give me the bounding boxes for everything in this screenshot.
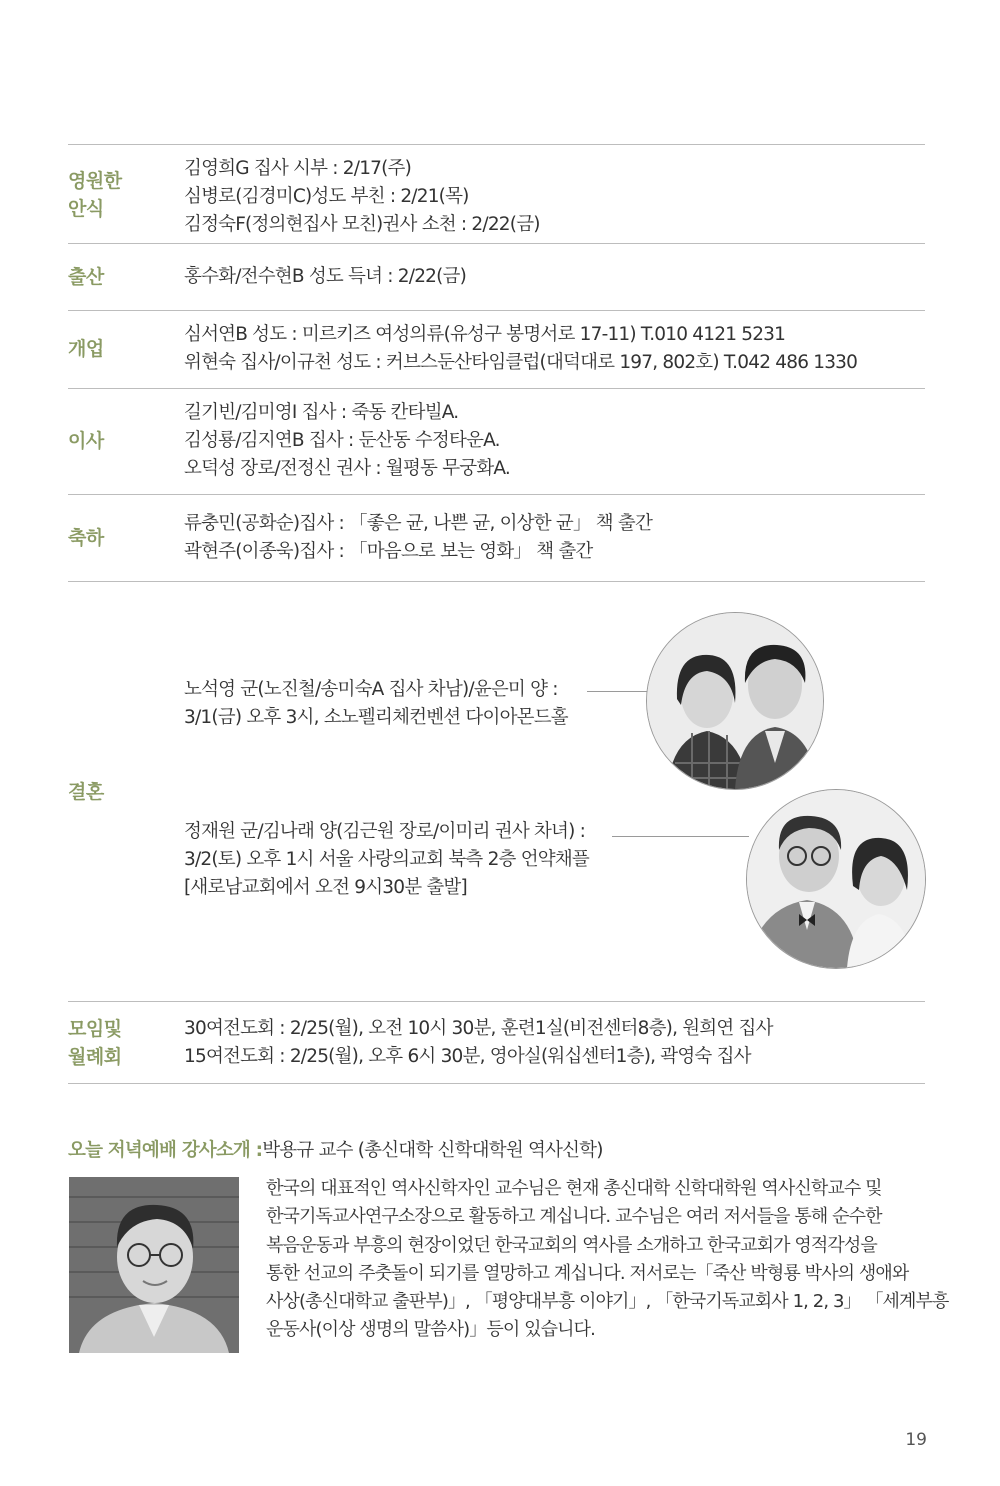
line: 오덕성 장로/전정신 권사 : 월평동 무궁화A. xyxy=(184,458,511,479)
section-birth xyxy=(68,263,925,293)
speaker-heading xyxy=(68,1136,603,1162)
connector-line xyxy=(587,691,649,692)
wedding-entry-1 xyxy=(184,676,568,732)
wedding-entry-2 xyxy=(184,818,589,902)
section-label: 결혼 xyxy=(68,781,104,803)
divider xyxy=(68,243,925,244)
speaker-portrait-image xyxy=(69,1177,239,1353)
divider xyxy=(68,1083,925,1084)
couple-photo-2-image xyxy=(747,790,925,968)
bio-line: 복음운동과 부흥의 현장이었던 한국교회의 역사를 소개하고 한국교회가 영적각성을 xyxy=(266,1234,877,1256)
line: 김성룡/김지연B 집사 : 둔산동 수정타운A. xyxy=(184,430,500,451)
line: 류충민(공화순)집사 : 「좋은 균, 나쁜 균, 이상한 균」 책 출간 xyxy=(184,513,653,534)
line: 홍수화/전수현B 성도 득녀 : 2/22(금) xyxy=(184,266,467,287)
page-number: 19 xyxy=(905,1430,927,1450)
section-congrats xyxy=(68,510,925,570)
speaker-title: 오늘 저녁예배 강사소개 : xyxy=(68,1140,263,1161)
section-label: 출산 xyxy=(68,266,104,288)
section-meetings xyxy=(68,1013,925,1075)
divider xyxy=(68,581,925,582)
section-label: 모임및 월례회 xyxy=(68,1018,122,1068)
line: 곽현주(이종욱)집사 : 「마음으로 보는 영화」 책 출간 xyxy=(184,541,593,562)
couple-photo-1 xyxy=(646,612,824,790)
line: 심서연B 성도 : 미르키즈 여성의류(유성구 봉명서로 17-11) T.010 4121 5231 xyxy=(184,324,786,345)
line: [새로남교회에서 오전 9시30분 출발] xyxy=(184,877,467,898)
line: 심병로(김경미C)성도 부친 : 2/21(목) xyxy=(184,186,469,207)
section-label: 개업 xyxy=(68,338,104,360)
section-opening xyxy=(68,321,925,379)
section-lines xyxy=(184,321,857,377)
section-lines xyxy=(184,1015,773,1071)
speaker-portrait xyxy=(69,1177,239,1353)
divider xyxy=(68,144,925,145)
couple-photo-1-image xyxy=(647,613,823,789)
line: 15여전도회 : 2/25(월), 오후 6시 30분, 영아실(워십센터1층), 곽영숙 집사 xyxy=(184,1046,751,1067)
connector-line xyxy=(612,836,749,837)
line: 3/1(금) 오후 3시, 소노펠리체컨벤션 다이아몬드홀 xyxy=(184,707,568,728)
bio-line: 한국의 대표적인 역사신학자인 교수님은 현재 총신대학 신학대학원 역사신학교수 및 xyxy=(266,1178,882,1199)
section-lines xyxy=(184,155,540,239)
speaker-bio xyxy=(266,1175,949,1345)
line: 위현숙 집사/이규천 성도 : 커브스둔산타임클럽(대덕대로 197, 802호) T.042 486 1330 xyxy=(184,352,858,373)
divider xyxy=(68,310,925,311)
section-label: 축하 xyxy=(68,527,104,549)
divider xyxy=(68,388,925,389)
bio-line: 사상(총신대학교 출판부)」, 「평양대부흥 이야기」, 「한국기독교회사 1, 2, 3」 「세계부흥 xyxy=(266,1291,949,1313)
section-moving xyxy=(68,399,925,487)
line: 노석영 군(노진철/송미숙A 집사 차남)/윤은미 양 : xyxy=(184,679,558,700)
line: 정재원 군/김나래 양(김근원 장로/이미리 권사 차녀) : xyxy=(184,821,586,842)
divider xyxy=(68,1001,925,1002)
bio-line: 통한 선교의 주춧돌이 되기를 열망하고 계십니다. 저서로는「죽산 박형룡 박사의 생애와 xyxy=(266,1262,909,1284)
section-condolence xyxy=(68,155,925,239)
line: 김영희G 집사 시부 : 2/17(주) xyxy=(184,158,412,179)
divider xyxy=(68,494,925,495)
section-lines xyxy=(184,263,466,291)
bio-line: 한국기독교사연구소장으로 활동하고 계십니다. 교수님은 여러 저서들을 통해 순수한 xyxy=(266,1206,882,1228)
bio-line: 운동사(이상 생명의 말씀사)」등이 있습니다. xyxy=(266,1319,595,1341)
line: 김정숙F(정의현집사 모친)권사 소천 : 2/22(금) xyxy=(184,214,540,235)
speaker-subtitle: 박용규 교수 (총신대학 신학대학원 역사신학) xyxy=(262,1140,603,1161)
section-lines xyxy=(184,510,652,566)
line: 3/2(토) 오후 1시 서울 사랑의교회 북측 2층 언약채플 xyxy=(184,849,589,870)
line: 길기빈/김미영I 집사 : 죽동 칸타빌A. xyxy=(184,402,459,423)
section-label: 영원한 안식 xyxy=(68,170,122,220)
section-lines xyxy=(184,399,510,483)
line: 30여전도회 : 2/25(월), 오전 10시 30분, 훈련1실(비전센터8층), 원희연 집사 xyxy=(184,1018,773,1039)
couple-photo-2 xyxy=(746,789,926,969)
section-label: 이사 xyxy=(68,430,104,452)
